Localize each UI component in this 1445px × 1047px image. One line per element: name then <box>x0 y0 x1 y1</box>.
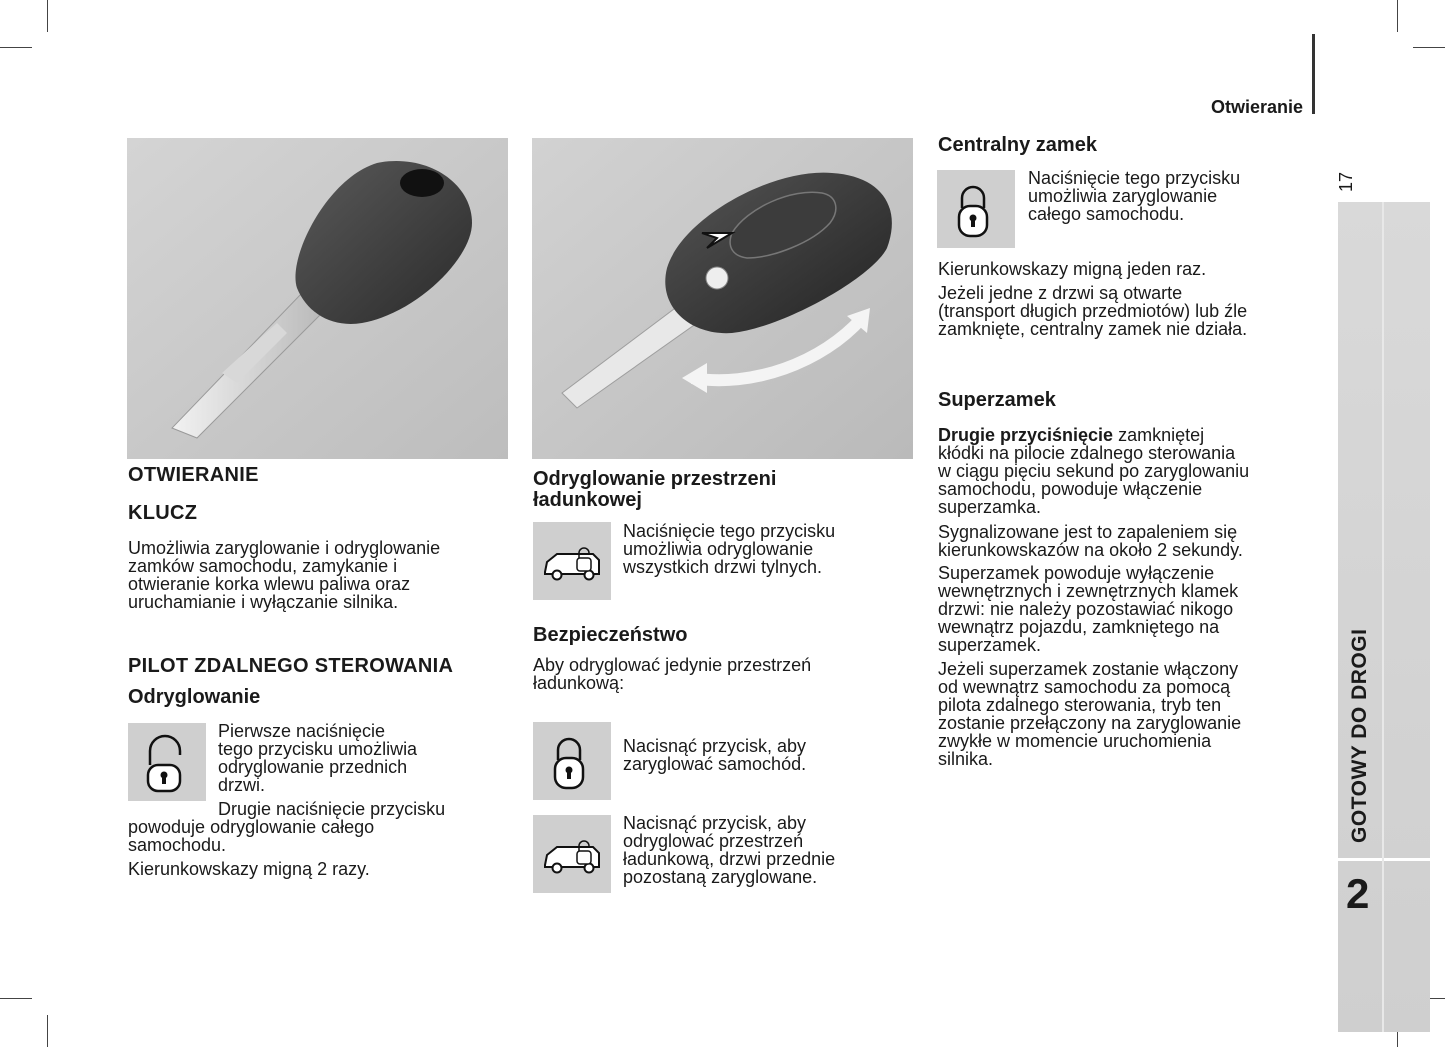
unlock-title: Odryglowanie <box>128 686 261 708</box>
text-span: zamkniętej <box>1113 425 1205 445</box>
cargo-title <box>533 469 776 511</box>
text-line: kłódki na pilocie zdalnego sterowania <box>938 443 1236 463</box>
header-rule <box>1312 34 1315 114</box>
remote-key-photo <box>532 138 913 459</box>
text-line: Nacisnąć przycisk, aby <box>623 813 807 833</box>
text-line: Naciśnięcie tego przycisku <box>1028 168 1241 188</box>
text-line: pozostaną zaryglowane. <box>623 867 818 887</box>
text-line: odryglować przestrzeń <box>623 831 804 851</box>
safety-title: Bezpieczeństwo <box>533 624 688 646</box>
central-note <box>938 284 1247 338</box>
page-number: 17 <box>1336 171 1356 192</box>
crop-mark <box>47 0 48 32</box>
text-line: uruchamianie i wyłączanie silnika. <box>128 592 399 612</box>
unlock-blink-text: Kierunkowskazy migną 2 razy. <box>128 859 370 879</box>
text-line: samochodu, powoduje włączenie <box>938 479 1203 499</box>
text-line: od wewnątrz samochodu za pomocą <box>938 677 1231 697</box>
lock-icon-text <box>623 737 806 773</box>
text-line: zamków samochodu, zamykanie i <box>128 556 398 576</box>
text-line: Odryglowanie przestrzeni <box>533 468 777 490</box>
text-line: superzamka. <box>938 497 1042 517</box>
text-line: drzwi. <box>218 775 266 795</box>
van-icon <box>533 522 611 600</box>
crop-mark <box>1413 47 1445 48</box>
key-photo <box>127 138 508 459</box>
key-description <box>128 539 440 611</box>
text-line: Jeżeli jedne z drzwi są otwarte <box>938 283 1183 303</box>
closed-padlock-icon <box>937 170 1015 248</box>
text-line: powoduje odryglowanie całego <box>128 817 375 837</box>
lock-button-icon-box <box>533 722 611 800</box>
text-line: ładunkową: <box>533 673 625 693</box>
cargo2-icon-text <box>623 814 835 886</box>
unlock-icon-text <box>218 722 417 794</box>
central-title: Centralny zamek <box>938 134 1097 156</box>
crop-mark <box>0 998 32 999</box>
text-line: Aby odryglować jedynie przestrzeń <box>533 655 812 675</box>
super-paragraph-4 <box>938 660 1241 768</box>
cargo-icon-text <box>623 522 835 576</box>
key-title: KLUCZ <box>128 502 198 524</box>
text-line: ładunkowej <box>533 489 642 511</box>
text-line: Naciśnięcie tego przycisku <box>623 521 836 541</box>
super-paragraph-3 <box>938 564 1238 654</box>
text-line: Drugie naciśnięcie przycisku <box>218 799 446 819</box>
central-blink-text: Kierunkowskazy migną jeden raz. <box>938 259 1207 279</box>
text-line: wszystkich drzwi tylnych. <box>623 557 823 577</box>
text-line: tego przycisku umożliwia <box>218 739 418 759</box>
central-icon-text <box>1028 169 1240 223</box>
text-line: superzamek. <box>938 635 1042 655</box>
super-paragraph-1 <box>938 426 1318 516</box>
remote-key-illustration <box>532 138 913 459</box>
key-illustration <box>127 138 508 459</box>
text-line: zwykłe w momencie uruchomienia <box>938 731 1212 751</box>
text-line <box>938 426 1318 444</box>
text-line: zostanie przełączony na zaryglowanie <box>938 713 1242 733</box>
text-line: Umożliwia zaryglowanie i odryglowanie <box>128 538 441 558</box>
safety-text <box>533 656 811 692</box>
chapter-title: GOTOWY DO DROGI <box>1348 628 1371 843</box>
text-line: odryglowanie przednich <box>218 757 408 777</box>
text-line: (transport długich przedmiotów) lub źle <box>938 301 1248 321</box>
text-line: wewnątrz pojazdu, zamkniętego na <box>938 617 1220 637</box>
text-line: Jeżeli superzamek zostanie włączony <box>938 659 1239 679</box>
central-lock-icon-box <box>937 170 1015 248</box>
chapter-divider <box>1338 858 1430 861</box>
super-title: Superzamek <box>938 389 1056 411</box>
text-line: Superzamek powoduje wyłączenie <box>938 563 1215 583</box>
running-title: Otwieranie <box>1210 97 1303 117</box>
text-line: silnika. <box>938 749 994 769</box>
text-line: Sygnalizowane jest to zapaleniem się <box>938 522 1238 542</box>
chapter-number: 2 <box>1346 870 1370 917</box>
closed-padlock-icon <box>533 722 611 800</box>
text-line: w ciągu pięciu sekund po zaryglowaniu <box>938 461 1250 481</box>
crop-mark <box>0 47 32 48</box>
text-line: umożliwia zaryglowanie <box>1028 186 1218 206</box>
text-line: wewnętrznych i zewnętrznych klamek <box>938 581 1239 601</box>
text-line: zamknięte, centralny zamek nie działa. <box>938 319 1248 339</box>
text-line: zaryglować samochód. <box>623 754 807 774</box>
section-title-otwieranie: OTWIERANIE <box>128 464 259 486</box>
text-line: kierunkowskazów na około 2 sekundy. <box>938 540 1243 560</box>
text-line: samochodu. <box>128 835 227 855</box>
text-line: drzwi: nie należy pozostawiać nikogo <box>938 599 1234 619</box>
text-line: całego samochodu. <box>1028 204 1185 224</box>
unlock-second-text <box>128 800 508 854</box>
super-paragraph-2 <box>938 523 1243 559</box>
open-padlock-icon <box>128 723 206 801</box>
van-icon <box>533 815 611 893</box>
text-line: Pierwsze naciśnięcie <box>218 721 386 741</box>
text-line: Nacisnąć przycisk, aby <box>623 736 807 756</box>
text-line: otwieranie korka wlewu paliwa oraz <box>128 574 411 594</box>
text-line: ładunkową, drzwi przednie <box>623 849 836 869</box>
cargo-button-icon-box <box>533 522 611 600</box>
crop-mark <box>1397 0 1398 32</box>
sidebar-separator <box>1382 202 1384 1032</box>
text-line: umożliwia odryglowanie <box>623 539 814 559</box>
unlock-button-icon-box <box>128 723 206 801</box>
remote-title: PILOT ZDALNEGO STEROWANIA <box>128 655 454 677</box>
super-bold-lead: Drugie przyciśnięcie <box>938 425 1114 445</box>
crop-mark <box>47 1015 48 1047</box>
text-line: pilota zdalnego sterowania, tryb ten <box>938 695 1222 715</box>
cargo-button-icon-box-2 <box>533 815 611 893</box>
